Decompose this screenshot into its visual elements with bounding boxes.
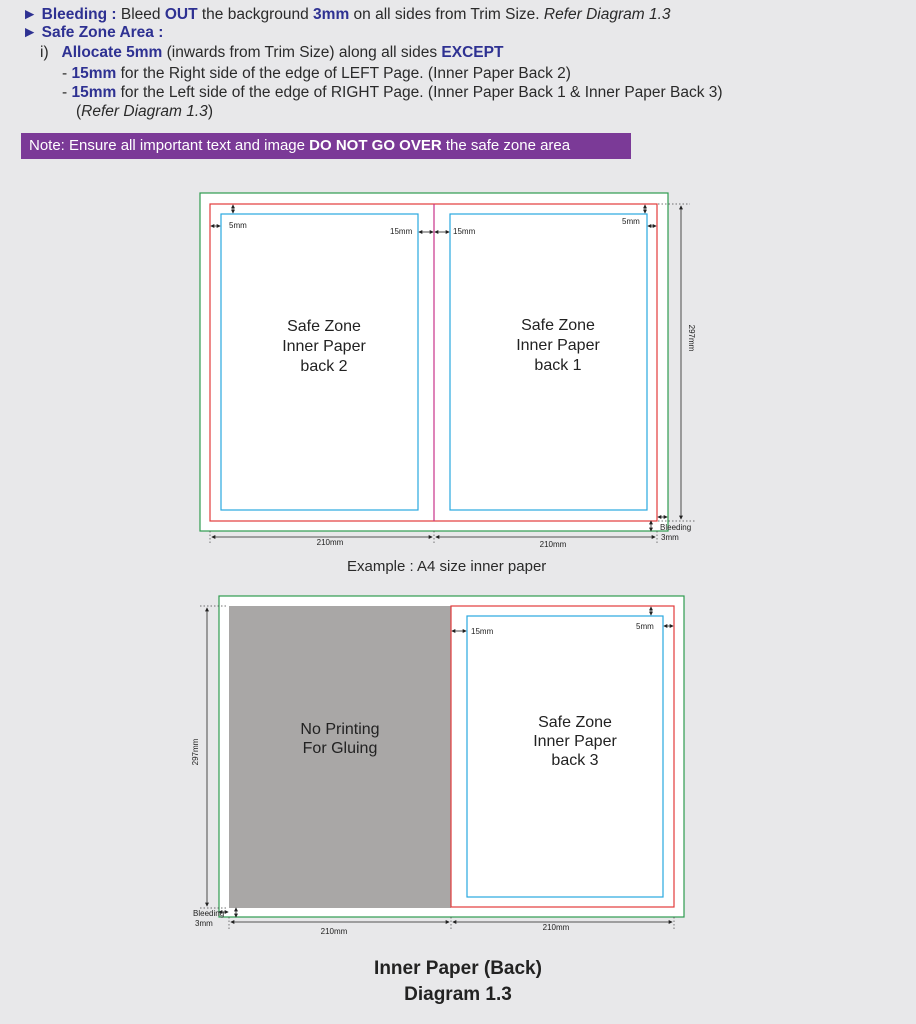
diagram-number: Diagram 1.3	[404, 984, 512, 1005]
left-zone-label-3: back 2	[300, 358, 348, 375]
left-zone-label-2: Inner Paper	[282, 338, 366, 355]
diagram-title: Inner Paper (Back)	[374, 958, 542, 979]
bullet-arrow-icon: ►	[22, 24, 38, 41]
bleeding-label: Bleeding	[193, 909, 225, 918]
diagram-1	[200, 193, 696, 549]
safe-zone-item-i: i) Allocate 5mm (inwards from Trim Size) along all sides EXCEPT	[40, 44, 504, 61]
dim-5mm-label: 5mm	[229, 221, 247, 230]
dim-15mm-label-left: 15mm	[390, 227, 413, 236]
back3-label-1: Safe Zone	[538, 714, 612, 731]
diagram-2	[191, 596, 684, 936]
left-zone-label-1: Safe Zone	[287, 318, 361, 335]
dim-210-label-left: 210mm	[320, 927, 348, 936]
dim-5mm-label-right: 5mm	[622, 217, 640, 226]
dim-210-label-left: 210mm	[316, 538, 344, 547]
gluing-area	[229, 606, 451, 908]
dim-5mm-label: 5mm	[636, 622, 654, 631]
safe-zone-left-rule: - 15mm for the Right side of the edge of LEFT Page. (Inner Paper Back 2)	[62, 65, 571, 82]
diagram-1-caption: Example : A4 size inner paper	[347, 558, 547, 575]
dim-15mm-label: 15mm	[471, 627, 494, 636]
safe-zone-reference: (Refer Diagram 1.3)	[76, 103, 213, 120]
back3-label-3: back 3	[551, 752, 599, 769]
note-banner: Note: Ensure all important text and image DO NOT GO OVER the safe zone area	[21, 133, 631, 159]
dim-297-label: 297mm	[687, 324, 696, 352]
safe-zone-right-rule: - 15mm for the Left side of the edge of RIGHT Page. (Inner Paper Back 1 & Inner Paper Back 3)	[62, 84, 723, 101]
dim-210-label-right: 210mm	[542, 923, 570, 932]
right-zone-label-1: Safe Zone	[521, 317, 595, 334]
bleed-3mm-label: 3mm	[661, 533, 679, 542]
bullet-arrow-icon: ►	[22, 6, 38, 23]
right-zone-label-2: Inner Paper	[516, 337, 600, 354]
right-zone-label-3: back 1	[534, 357, 582, 374]
bleeding-label: Bleeding	[660, 523, 692, 532]
safe-zone-heading: ► Safe Zone Area :	[22, 24, 164, 41]
bleeding-label: Bleeding :	[41, 6, 117, 23]
gluing-label-1: No Printing	[300, 721, 380, 738]
bleed-3mm-label: 3mm	[195, 919, 213, 928]
dim-15mm-label-right: 15mm	[453, 227, 476, 236]
back3-label-2: Inner Paper	[533, 733, 617, 750]
bleeding-instruction: ► Bleeding : Bleed OUT the background 3mm on all sides from Trim Size. Refer Diagram 1.3	[22, 6, 671, 23]
gluing-label-2: For Gluing	[302, 740, 378, 757]
dim-297-label: 297mm	[191, 738, 200, 766]
dim-210-label-right: 210mm	[539, 540, 567, 549]
